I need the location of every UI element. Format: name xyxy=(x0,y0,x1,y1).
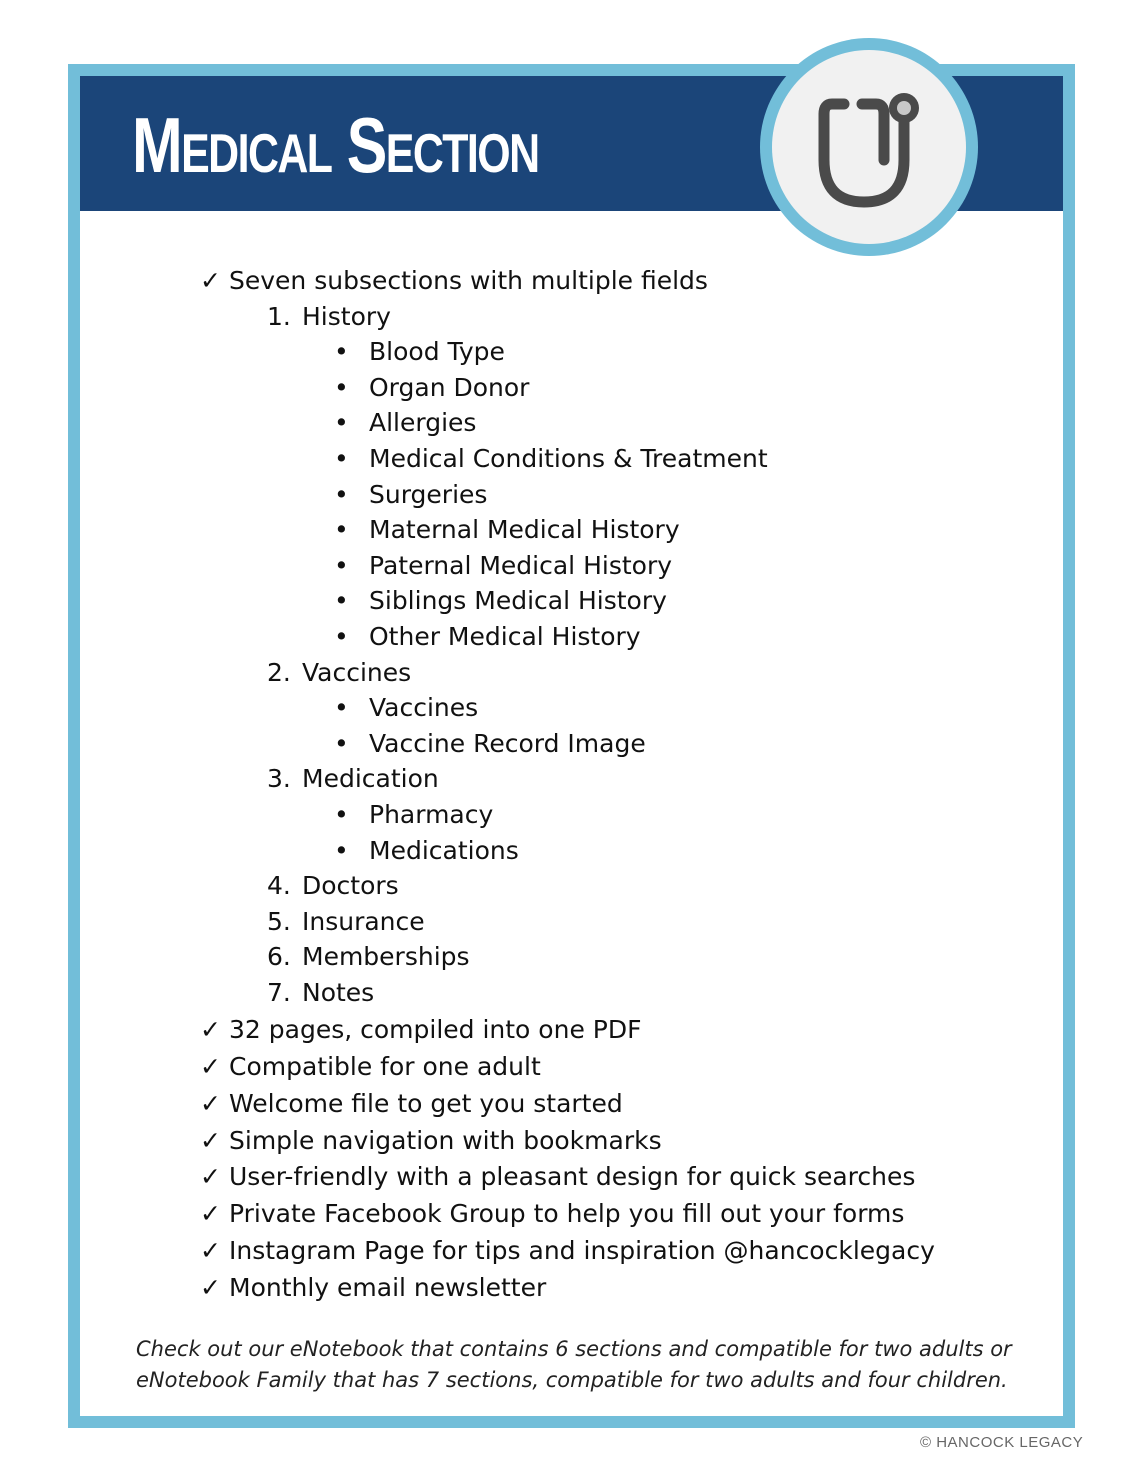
feature-item-text: 32 pages, compiled into one PDF xyxy=(229,1015,642,1044)
bullet-icon: • xyxy=(334,373,349,402)
check-mark-icon: ✓ xyxy=(200,1015,221,1044)
bullet-icon: • xyxy=(334,444,349,473)
feature-item-text: Private Facebook Group to help you fill out your forms xyxy=(229,1199,905,1228)
page-title: Medical Section xyxy=(132,101,539,189)
field-item-text: Medical Conditions & Treatment xyxy=(369,444,768,473)
feature-item-text: User-friendly with a pleasant design for quick searches xyxy=(229,1162,916,1191)
check-mark-icon: ✓ xyxy=(200,1273,221,1302)
bullet-icon: • xyxy=(334,586,349,615)
feature-item-text: Welcome file to get you started xyxy=(229,1089,623,1118)
bullet-icon: • xyxy=(334,836,349,865)
feature-item-text: Instagram Page for tips and inspiration @hancocklegacy xyxy=(229,1236,935,1265)
field-item-text: Siblings Medical History xyxy=(369,586,667,615)
subsection-item-text: Vaccines xyxy=(302,658,412,687)
note-line-1: Check out our eNotebook that contains 6 sections and compatible for two adults or xyxy=(136,1337,1012,1361)
field-item-text: Paternal Medical History xyxy=(369,551,673,580)
field-item-text: Allergies xyxy=(369,408,477,437)
feature-item-text: Simple navigation with bookmarks xyxy=(229,1126,662,1155)
check-mark-icon: ✓ xyxy=(200,1162,221,1191)
bullet-icon: • xyxy=(334,337,349,366)
field-item-text: Surgeries xyxy=(369,480,488,509)
bullet-icon: • xyxy=(334,515,349,544)
field-item-text: Pharmacy xyxy=(369,800,494,829)
field-item-text: Organ Donor xyxy=(369,373,530,402)
subsection-item-text: Medication xyxy=(302,764,439,793)
list-number: 2. xyxy=(267,658,291,687)
list-number: 1. xyxy=(267,302,291,331)
feature-item-text: Monthly email newsletter xyxy=(229,1273,547,1302)
field-item-text: Other Medical History xyxy=(369,622,641,651)
bullet-icon: • xyxy=(334,800,349,829)
copyright: © HANCOCK LEGACY xyxy=(920,1434,1084,1451)
bullet-icon: • xyxy=(334,693,349,722)
field-item-text: Maternal Medical History xyxy=(369,515,680,544)
feature-item-text: Compatible for one adult xyxy=(229,1052,541,1081)
check-mark-icon: ✓ xyxy=(200,1126,221,1155)
list-number: 5. xyxy=(267,907,291,936)
check-mark-icon: ✓ xyxy=(200,1052,221,1081)
stethoscope-icon xyxy=(794,72,944,222)
subsection-item-text: History xyxy=(302,302,391,331)
icon-medallion xyxy=(760,38,978,256)
bullet-icon: • xyxy=(334,622,349,651)
list-number: 7. xyxy=(267,978,291,1007)
check-mark-icon: ✓ xyxy=(200,1199,221,1228)
field-item-text: Vaccine Record Image xyxy=(369,729,646,758)
bullet-icon: • xyxy=(334,729,349,758)
subsection-item-text: Doctors xyxy=(302,871,399,900)
subsection-item-text: Insurance xyxy=(302,907,425,936)
bullet-icon: • xyxy=(334,551,349,580)
list-number: 6. xyxy=(267,942,291,971)
field-item-text: Vaccines xyxy=(369,693,479,722)
check-mark-icon: ✓ xyxy=(200,266,221,295)
list-number: 3. xyxy=(267,764,291,793)
list-number: 4. xyxy=(267,871,291,900)
bullet-icon: • xyxy=(334,408,349,437)
check-mark-icon: ✓ xyxy=(200,1089,221,1118)
check-mark-icon: ✓ xyxy=(200,1236,221,1265)
field-item-text: Blood Type xyxy=(369,337,505,366)
field-item-text: Medications xyxy=(369,836,519,865)
note-line-2: eNotebook Family that has 7 sections, compatible for two adults and four children. xyxy=(136,1368,1008,1392)
subsection-item-text: Notes xyxy=(302,978,375,1007)
checklist-item-text: Seven subsections with multiple fields xyxy=(229,266,708,295)
bullet-icon: • xyxy=(334,480,349,509)
subsection-item-text: Memberships xyxy=(302,942,470,971)
